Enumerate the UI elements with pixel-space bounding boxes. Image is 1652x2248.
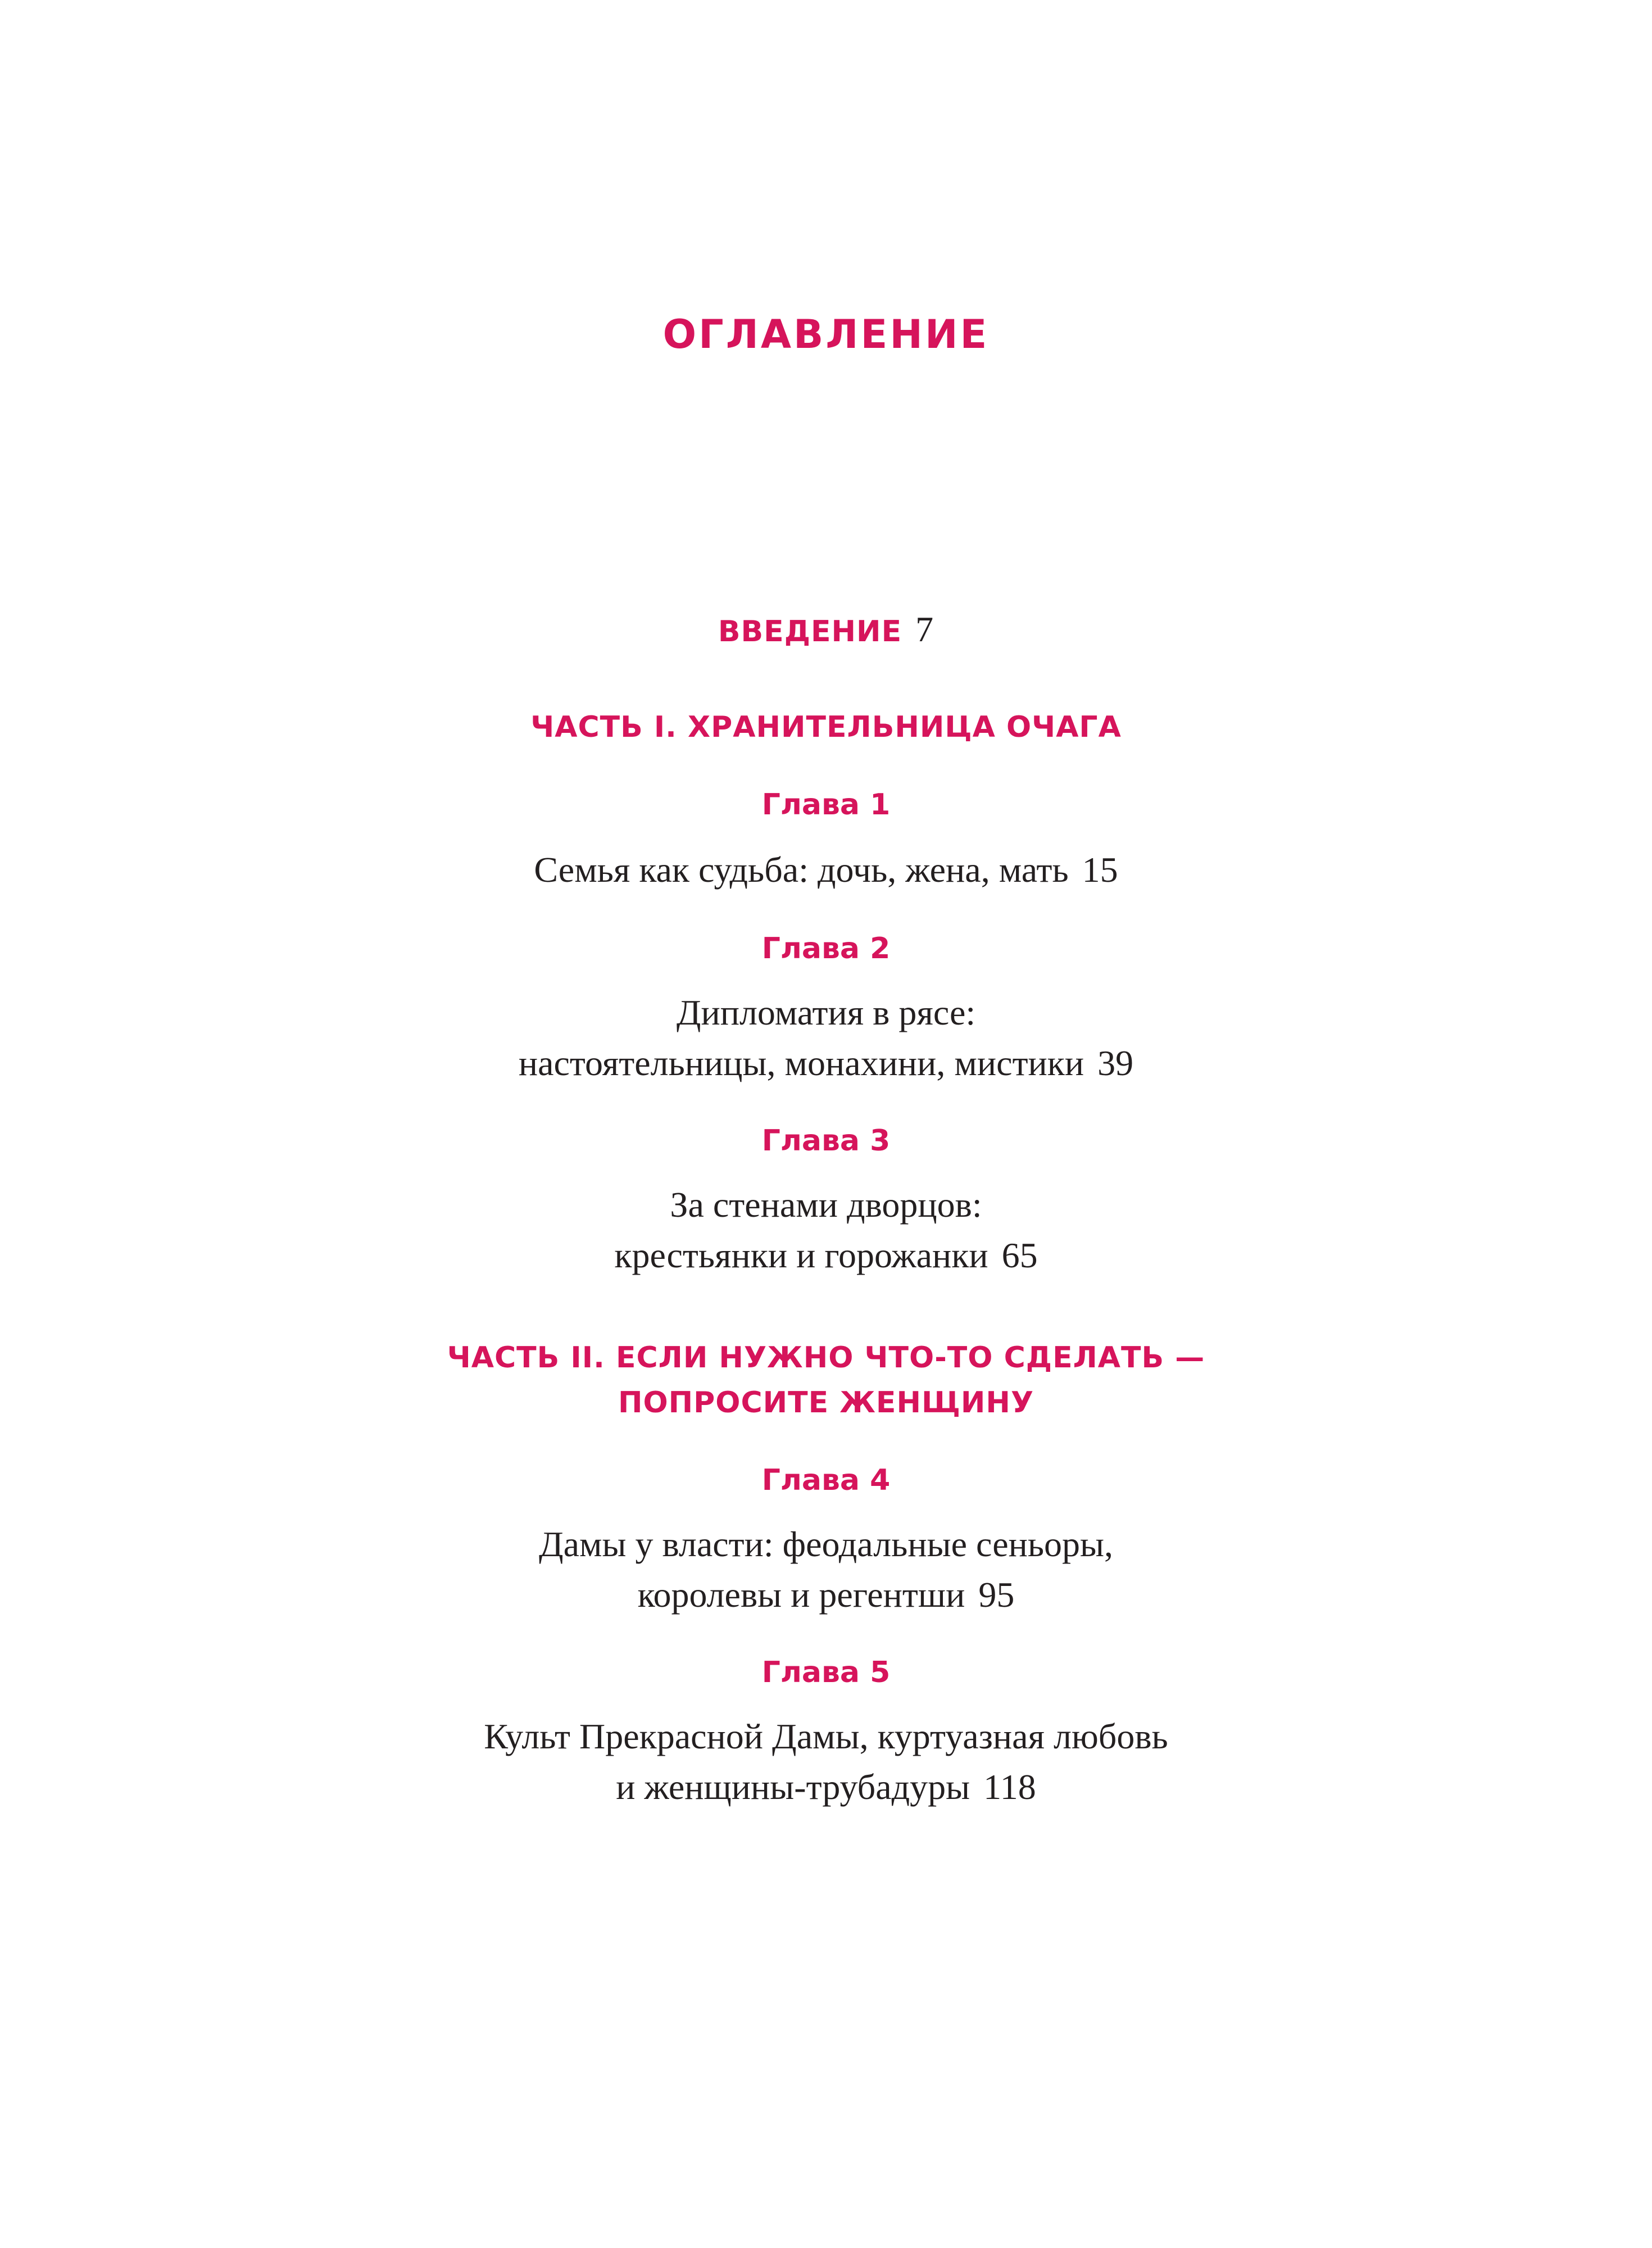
chapter-4-title-line-1: Дамы у власти: феодальные сеньоры, bbox=[538, 1524, 1114, 1564]
chapter-3-page-number: 65 bbox=[1001, 1235, 1038, 1275]
chapter-5-title-line-1: Культ Прекрасной Дамы, куртуазная любовь bbox=[484, 1716, 1168, 1756]
chapter-1-page-number: 15 bbox=[1082, 850, 1118, 890]
chapter-5-label: Глава 5 bbox=[761, 1656, 891, 1689]
intro-page-number: 7 bbox=[915, 609, 934, 649]
chapter-2-page-number: 39 bbox=[1097, 1043, 1134, 1083]
chapter-2-title-line-1: Дипломатия в рясе: bbox=[676, 992, 976, 1032]
chapter-4-title-line-2: королевы и регентши bbox=[637, 1575, 965, 1615]
part1-title: ЧАСТЬ I. ХРАНИТЕЛЬНИЦА ОЧАГА bbox=[530, 710, 1122, 744]
chapter-5-title-line-2: и женщины-трубадуры bbox=[616, 1767, 970, 1807]
chapter-3-label: Глава 3 bbox=[761, 1124, 891, 1158]
chapter-5-title bbox=[0, 1769, 1652, 1805]
chapter-1-label: Глава 1 bbox=[761, 788, 891, 822]
chapter-2-title bbox=[0, 1045, 1652, 1081]
chapter-5-page-number: 118 bbox=[983, 1767, 1036, 1807]
chapter-3-title bbox=[0, 1235, 1652, 1275]
chapter-1-title bbox=[0, 852, 1652, 888]
chapter-4-label: Глава 4 bbox=[761, 1463, 891, 1497]
chapter-2-label: Глава 2 bbox=[761, 932, 891, 966]
part2-title-line-1: ЧАСТЬ II. ЕСЛИ НУЖНО ЧТО-ТО СДЕЛАТЬ — bbox=[447, 1341, 1205, 1375]
chapter-3-title-line-2: крестьянки и горожанки bbox=[614, 1235, 988, 1275]
part2-title-line-2: ПОПРОСИТЕ ЖЕНЩИНУ bbox=[618, 1386, 1034, 1420]
chapter-3-title-line-1: За стенами дворцов: bbox=[670, 1185, 982, 1225]
page-title: ОГЛАВЛЕНИЕ bbox=[662, 311, 990, 357]
chapter-4-title bbox=[0, 1577, 1652, 1613]
intro-label: ВВЕДЕНИЕ bbox=[718, 615, 902, 649]
chapter-4-page-number: 95 bbox=[978, 1575, 1015, 1615]
chapter-1-title-line: Семья как судьба: дочь, жена, мать bbox=[534, 850, 1069, 890]
chapter-2-title-line-2: настоятельницы, монахини, мистики bbox=[518, 1043, 1084, 1083]
toc-intro bbox=[0, 611, 1652, 647]
